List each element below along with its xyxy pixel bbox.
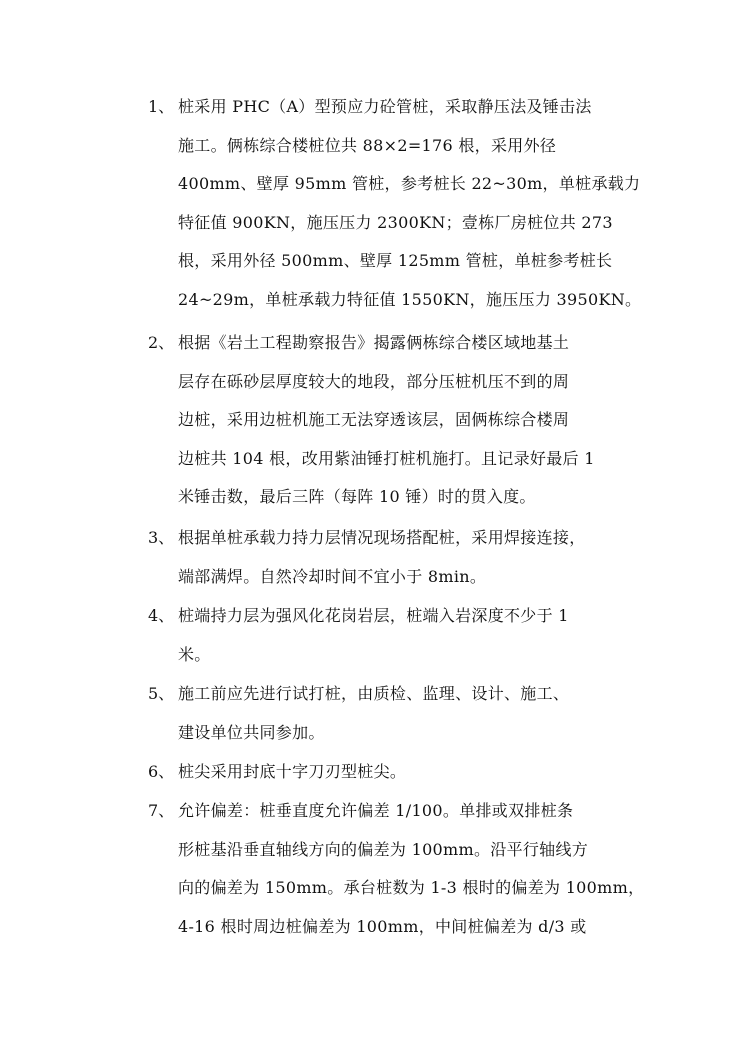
- text-line: 形桩基沿垂直轴线方向的偏差为 100mm。沿平行轴线方: [178, 839, 589, 859]
- item-number: 2、: [148, 333, 175, 352]
- list-item-3: [148, 519, 648, 596]
- text-line: 米。: [178, 644, 211, 664]
- text-line: 根据单桩承载力持力层情况现场搭配桩，采用焊接连接，: [178, 528, 586, 547]
- list-item-1: [148, 88, 648, 319]
- text-line: 特征值 900KN，施压压力 2300KN；壹栋厂房桩位共 273: [178, 212, 613, 232]
- item-number: 1、: [148, 97, 175, 116]
- text-line: 允许偏差：桩垂直度允许偏差 1/100。单排或双排桩条: [178, 801, 574, 820]
- text-line: 桩端持力层为强风化花岗岩层，桩端入岩深度不少于 1: [178, 606, 569, 625]
- text-line: 端部满焊。自然冷却时间不宜小于 8min。: [178, 566, 487, 586]
- text-line: 施工前应先进行试打桩，由质检、监理、设计、施工、: [178, 684, 570, 703]
- text-line: 边桩，采用边桩机施工无法穿透该层，固俩栋综合楼周: [178, 410, 570, 429]
- text-line: 施工。俩栋综合楼桩位共 88×2=176 根，采用外径: [178, 135, 557, 155]
- text-line: 边桩共 104 根，改用紫油锤打桩机施打。且记录好最后 1: [178, 448, 595, 468]
- text-line: 桩尖采用封底十字刀刃型桩尖。: [178, 762, 407, 781]
- list-item-2: [148, 324, 648, 517]
- list-item-6: [148, 753, 648, 792]
- text-line: 24~29m，单桩承载力特征值 1550KN，施压压力 3950KN。: [178, 289, 642, 309]
- text-line: 桩采用 PHC（A）型预应力砼管桩，采取静压法及锤击法: [178, 97, 592, 116]
- list-item-7: [148, 792, 648, 946]
- item-number: 5、: [148, 684, 175, 703]
- text-line: 米锤击数，最后三阵（每阵 10 锤）时的贯入度。: [178, 487, 536, 506]
- text-line: 4-16 根时周边桩偏差为 100mm，中间桩偏差为 d/3 或: [178, 916, 587, 936]
- item-number: 4、: [148, 606, 175, 625]
- list-item-5: [148, 675, 648, 752]
- text-line: 400mm、壁厚 95mm 管桩，参考桩长 22~30m，单桩承载力: [178, 174, 641, 193]
- item-number: 7、: [148, 801, 175, 820]
- text-line: 向的偏差为 150mm。承台桩数为 1-3 根时的偏差为 100mm，: [178, 878, 645, 897]
- text-line: 层存在砾砂层厚度较大的地段，部分压桩机压不到的周: [178, 371, 570, 391]
- text-line: 根据《岩土工程勘察报告》揭露俩栋综合楼区域地基土: [178, 333, 570, 352]
- text-line: 建设单位共同参加。: [178, 722, 325, 742]
- list-item-4: [148, 597, 648, 674]
- text-line: 根，采用外径 500mm、壁厚 125mm 管桩，单桩参考桩长: [178, 251, 613, 270]
- item-number: 6、: [148, 762, 175, 781]
- item-number: 3、: [148, 528, 175, 547]
